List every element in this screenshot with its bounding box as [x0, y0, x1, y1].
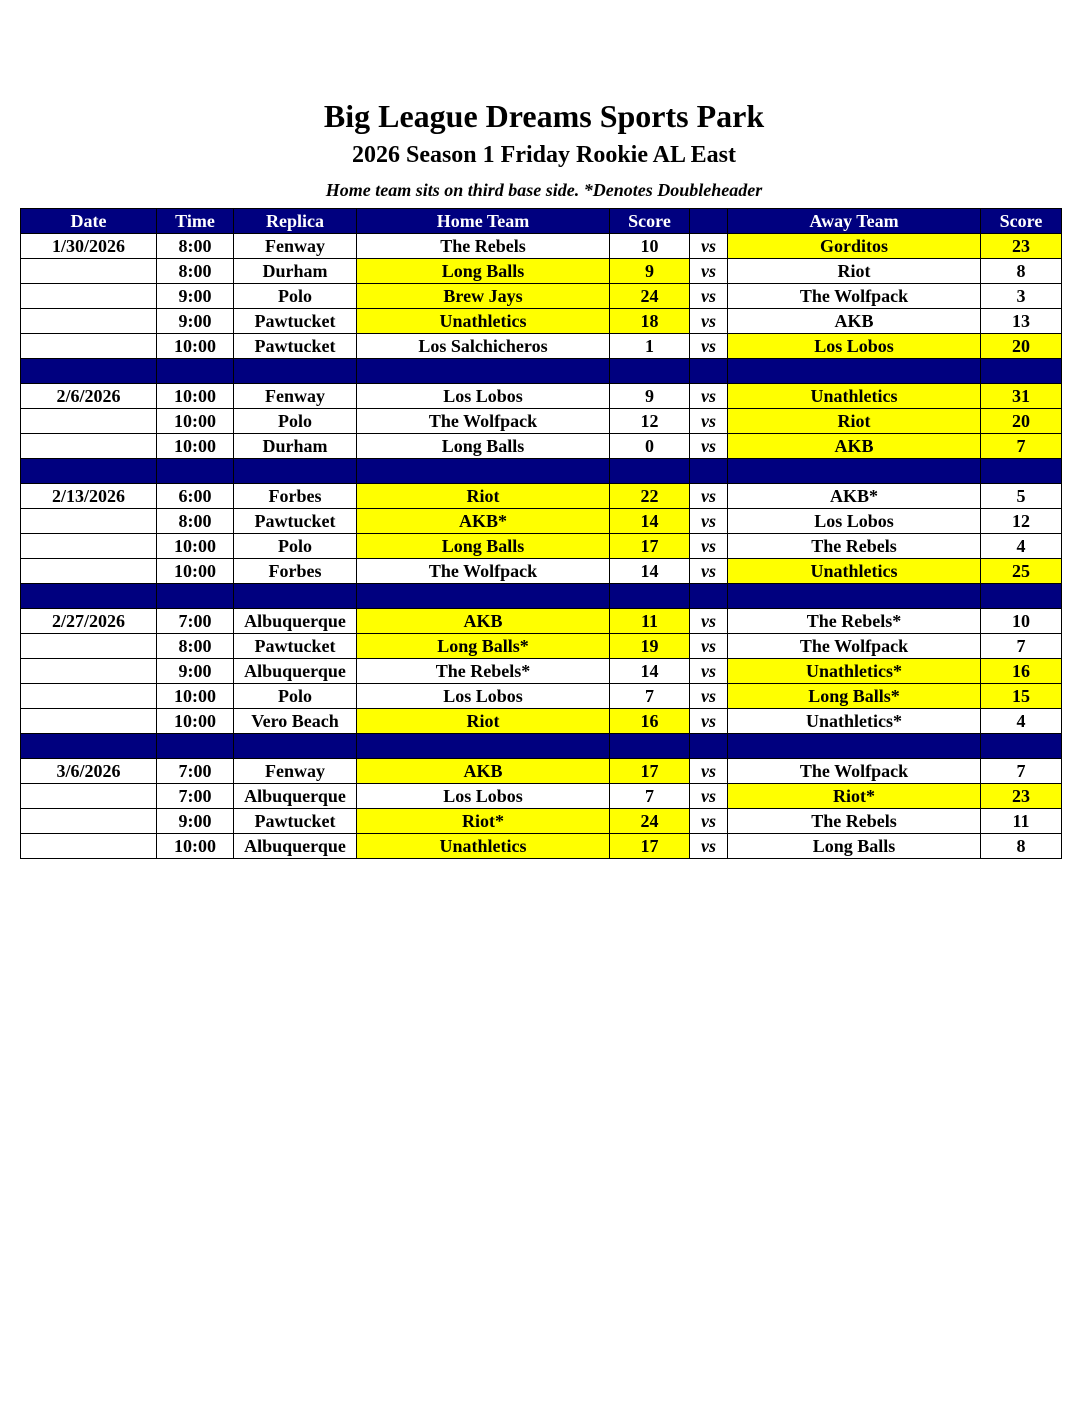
separator-cell: [981, 734, 1062, 759]
page-subtitle: 2026 Season 1 Friday Rookie AL East: [351, 142, 737, 168]
date-cell: [21, 509, 157, 534]
week-separator-row: [21, 359, 1062, 384]
separator-cell: [981, 459, 1062, 484]
separator-cell: [157, 459, 234, 484]
week-separator-row: [21, 584, 1062, 609]
table-row: [21, 659, 1062, 684]
date-cell: [21, 534, 157, 559]
time-cell: 7:00: [157, 609, 234, 634]
date-cell: 3/6/2026: [21, 759, 157, 784]
separator-cell: [21, 584, 157, 609]
home-score-cell: 24: [610, 809, 690, 834]
replica-cell: Pawtucket: [234, 309, 357, 334]
home-score-cell: 7: [610, 784, 690, 809]
col-header-away-team: Away Team: [728, 209, 981, 234]
away-score-cell: 25: [981, 559, 1062, 584]
date-cell: [21, 684, 157, 709]
away-team-cell: Riot: [728, 409, 981, 434]
replica-cell: Albuquerque: [234, 609, 357, 634]
separator-cell: [690, 459, 728, 484]
time-cell: 8:00: [157, 634, 234, 659]
separator-cell: [357, 584, 610, 609]
separator-cell: [728, 459, 981, 484]
separator-cell: [728, 584, 981, 609]
time-cell: 9:00: [157, 284, 234, 309]
away-team-cell: Riot*: [728, 784, 981, 809]
separator-cell: [157, 359, 234, 384]
vs-cell: vs: [690, 759, 728, 784]
vs-cell: vs: [690, 834, 728, 859]
away-score-cell: 8: [981, 259, 1062, 284]
replica-cell: Polo: [234, 409, 357, 434]
away-team-cell: Unathletics: [728, 559, 981, 584]
separator-cell: [234, 734, 357, 759]
separator-cell: [21, 459, 157, 484]
date-cell: [21, 284, 157, 309]
away-team-cell: Long Balls: [728, 834, 981, 859]
replica-cell: Pawtucket: [234, 334, 357, 359]
away-score-cell: 12: [981, 509, 1062, 534]
replica-cell: Forbes: [234, 559, 357, 584]
table-header-row: [21, 209, 1062, 234]
away-score-cell: 4: [981, 709, 1062, 734]
replica-cell: Albuquerque: [234, 834, 357, 859]
away-team-cell: The Wolfpack: [728, 284, 981, 309]
table-row: [21, 534, 1062, 559]
home-team-cell: Los Lobos: [357, 684, 610, 709]
away-score-cell: 7: [981, 759, 1062, 784]
table-row: [21, 759, 1062, 784]
home-score-cell: 11: [610, 609, 690, 634]
vs-cell: vs: [690, 559, 728, 584]
vs-cell: vs: [690, 259, 728, 284]
separator-cell: [690, 359, 728, 384]
table-row: [21, 559, 1062, 584]
separator-cell: [234, 459, 357, 484]
away-team-cell: Los Lobos: [728, 509, 981, 534]
away-score-cell: 16: [981, 659, 1062, 684]
away-team-cell: The Rebels: [728, 809, 981, 834]
home-team-cell: Los Salchicheros: [357, 334, 610, 359]
table-row: [21, 434, 1062, 459]
vs-cell: vs: [690, 784, 728, 809]
replica-cell: Vero Beach: [234, 709, 357, 734]
time-cell: 9:00: [157, 659, 234, 684]
home-team-cell: The Wolfpack: [357, 559, 610, 584]
page-title: Big League Dreams Sports Park: [323, 98, 765, 134]
date-cell: [21, 409, 157, 434]
replica-cell: Fenway: [234, 234, 357, 259]
separator-cell: [610, 584, 690, 609]
vs-cell: vs: [690, 309, 728, 334]
home-team-cell: Los Lobos: [357, 384, 610, 409]
col-header-away-score: Score: [981, 209, 1062, 234]
separator-cell: [234, 359, 357, 384]
away-team-cell: The Rebels: [728, 534, 981, 559]
date-cell: [21, 659, 157, 684]
vs-cell: vs: [690, 334, 728, 359]
separator-cell: [157, 584, 234, 609]
home-team-cell: Long Balls: [357, 259, 610, 284]
col-header-date: Date: [21, 209, 157, 234]
home-score-cell: 17: [610, 534, 690, 559]
table-row: [21, 609, 1062, 634]
week-separator-row: [21, 734, 1062, 759]
time-cell: 10:00: [157, 409, 234, 434]
time-cell: 10:00: [157, 534, 234, 559]
home-team-cell: Riot: [357, 484, 610, 509]
vs-cell: vs: [690, 809, 728, 834]
home-score-cell: 10: [610, 234, 690, 259]
table-row: [21, 309, 1062, 334]
separator-cell: [610, 734, 690, 759]
away-score-cell: 23: [981, 234, 1062, 259]
replica-cell: Albuquerque: [234, 659, 357, 684]
away-score-cell: 20: [981, 409, 1062, 434]
table-row: [21, 259, 1062, 284]
separator-cell: [21, 734, 157, 759]
time-cell: 8:00: [157, 259, 234, 284]
col-header-replica: Replica: [234, 209, 357, 234]
separator-cell: [728, 359, 981, 384]
away-score-cell: 23: [981, 784, 1062, 809]
table-row: [21, 484, 1062, 509]
time-cell: 9:00: [157, 309, 234, 334]
vs-cell: vs: [690, 234, 728, 259]
date-cell: [21, 434, 157, 459]
table-row: [21, 334, 1062, 359]
away-score-cell: 3: [981, 284, 1062, 309]
vs-cell: vs: [690, 609, 728, 634]
date-cell: [21, 259, 157, 284]
away-score-cell: 4: [981, 534, 1062, 559]
replica-cell: Polo: [234, 684, 357, 709]
vs-cell: vs: [690, 484, 728, 509]
replica-cell: Durham: [234, 259, 357, 284]
away-team-cell: AKB*: [728, 484, 981, 509]
table-row: [21, 784, 1062, 809]
away-team-cell: Gorditos: [728, 234, 981, 259]
time-cell: 10:00: [157, 684, 234, 709]
separator-cell: [981, 359, 1062, 384]
away-score-cell: 15: [981, 684, 1062, 709]
home-team-cell: Los Lobos: [357, 784, 610, 809]
away-team-cell: Los Lobos: [728, 334, 981, 359]
away-team-cell: Unathletics: [728, 384, 981, 409]
away-score-cell: 7: [981, 434, 1062, 459]
separator-cell: [610, 459, 690, 484]
time-cell: 10:00: [157, 834, 234, 859]
away-score-cell: 5: [981, 484, 1062, 509]
home-team-cell: AKB*: [357, 509, 610, 534]
home-score-cell: 12: [610, 409, 690, 434]
away-score-cell: 31: [981, 384, 1062, 409]
away-team-cell: Unathletics*: [728, 709, 981, 734]
home-team-cell: AKB: [357, 609, 610, 634]
away-team-cell: AKB: [728, 309, 981, 334]
away-score-cell: 13: [981, 309, 1062, 334]
time-cell: 7:00: [157, 759, 234, 784]
home-team-cell: Unathletics: [357, 834, 610, 859]
separator-cell: [690, 734, 728, 759]
away-team-cell: Unathletics*: [728, 659, 981, 684]
away-team-cell: The Rebels*: [728, 609, 981, 634]
home-score-cell: 7: [610, 684, 690, 709]
table-row: [21, 834, 1062, 859]
away-score-cell: 10: [981, 609, 1062, 634]
home-score-cell: 22: [610, 484, 690, 509]
time-cell: 6:00: [157, 484, 234, 509]
replica-cell: Polo: [234, 534, 357, 559]
date-cell: [21, 834, 157, 859]
separator-cell: [357, 359, 610, 384]
away-score-cell: 8: [981, 834, 1062, 859]
vs-cell: vs: [690, 284, 728, 309]
replica-cell: Polo: [234, 284, 357, 309]
vs-cell: vs: [690, 384, 728, 409]
replica-cell: Fenway: [234, 384, 357, 409]
away-score-cell: 20: [981, 334, 1062, 359]
table-row: [21, 384, 1062, 409]
time-cell: 7:00: [157, 784, 234, 809]
table-row: [21, 509, 1062, 534]
date-cell: 2/27/2026: [21, 609, 157, 634]
date-cell: 2/6/2026: [21, 384, 157, 409]
vs-cell: vs: [690, 534, 728, 559]
date-cell: [21, 559, 157, 584]
col-header-vs: [690, 209, 728, 234]
table-row: [21, 234, 1062, 259]
away-score-cell: 11: [981, 809, 1062, 834]
time-cell: 10:00: [157, 709, 234, 734]
separator-cell: [690, 584, 728, 609]
home-score-cell: 16: [610, 709, 690, 734]
date-cell: 2/13/2026: [21, 484, 157, 509]
replica-cell: Pawtucket: [234, 509, 357, 534]
date-cell: [21, 809, 157, 834]
table-row: [21, 809, 1062, 834]
separator-cell: [981, 584, 1062, 609]
replica-cell: Durham: [234, 434, 357, 459]
time-cell: 10:00: [157, 434, 234, 459]
away-team-cell: Riot: [728, 259, 981, 284]
home-score-cell: 24: [610, 284, 690, 309]
vs-cell: vs: [690, 634, 728, 659]
vs-cell: vs: [690, 709, 728, 734]
col-header-home-score: Score: [610, 209, 690, 234]
home-team-cell: Riot*: [357, 809, 610, 834]
date-cell: [21, 309, 157, 334]
date-cell: [21, 784, 157, 809]
away-score-cell: 7: [981, 634, 1062, 659]
replica-cell: Pawtucket: [234, 809, 357, 834]
home-score-cell: 0: [610, 434, 690, 459]
replica-cell: Pawtucket: [234, 634, 357, 659]
date-cell: [21, 709, 157, 734]
home-score-cell: 1: [610, 334, 690, 359]
week-separator-row: [21, 459, 1062, 484]
away-team-cell: AKB: [728, 434, 981, 459]
home-team-cell: AKB: [357, 759, 610, 784]
separator-cell: [357, 734, 610, 759]
home-score-cell: 14: [610, 509, 690, 534]
time-cell: 10:00: [157, 384, 234, 409]
replica-cell: Forbes: [234, 484, 357, 509]
date-cell: [21, 634, 157, 659]
home-score-cell: 19: [610, 634, 690, 659]
schedule-body: [21, 234, 1062, 859]
time-cell: 8:00: [157, 234, 234, 259]
home-team-cell: Long Balls: [357, 434, 610, 459]
time-cell: 9:00: [157, 809, 234, 834]
separator-cell: [357, 459, 610, 484]
home-score-cell: 14: [610, 559, 690, 584]
home-team-cell: The Wolfpack: [357, 409, 610, 434]
col-header-time: Time: [157, 209, 234, 234]
schedule-table: [20, 208, 1062, 859]
home-team-cell: The Rebels: [357, 234, 610, 259]
home-team-cell: The Rebels*: [357, 659, 610, 684]
separator-cell: [234, 584, 357, 609]
home-team-cell: Riot: [357, 709, 610, 734]
col-header-home-team: Home Team: [357, 209, 610, 234]
replica-cell: Albuquerque: [234, 784, 357, 809]
time-cell: 10:00: [157, 334, 234, 359]
away-team-cell: The Wolfpack: [728, 634, 981, 659]
table-row: [21, 709, 1062, 734]
home-score-cell: 9: [610, 259, 690, 284]
home-score-cell: 14: [610, 659, 690, 684]
date-cell: 1/30/2026: [21, 234, 157, 259]
home-team-cell: Unathletics: [357, 309, 610, 334]
home-score-cell: 9: [610, 384, 690, 409]
vs-cell: vs: [690, 509, 728, 534]
separator-cell: [728, 734, 981, 759]
home-score-cell: 17: [610, 834, 690, 859]
time-cell: 10:00: [157, 559, 234, 584]
home-team-cell: Long Balls: [357, 534, 610, 559]
separator-cell: [610, 359, 690, 384]
home-score-cell: 18: [610, 309, 690, 334]
vs-cell: vs: [690, 684, 728, 709]
table-row: [21, 284, 1062, 309]
schedule-note: Home team sits on third base side. *Denotes Doubleheader: [325, 180, 763, 200]
vs-cell: vs: [690, 409, 728, 434]
date-cell: [21, 334, 157, 359]
separator-cell: [157, 734, 234, 759]
replica-cell: Fenway: [234, 759, 357, 784]
away-team-cell: The Wolfpack: [728, 759, 981, 784]
table-row: [21, 684, 1062, 709]
home-score-cell: 17: [610, 759, 690, 784]
table-row: [21, 634, 1062, 659]
vs-cell: vs: [690, 659, 728, 684]
home-team-cell: Brew Jays: [357, 284, 610, 309]
table-row: [21, 409, 1062, 434]
vs-cell: vs: [690, 434, 728, 459]
home-team-cell: Long Balls*: [357, 634, 610, 659]
away-team-cell: Long Balls*: [728, 684, 981, 709]
separator-cell: [21, 359, 157, 384]
time-cell: 8:00: [157, 509, 234, 534]
